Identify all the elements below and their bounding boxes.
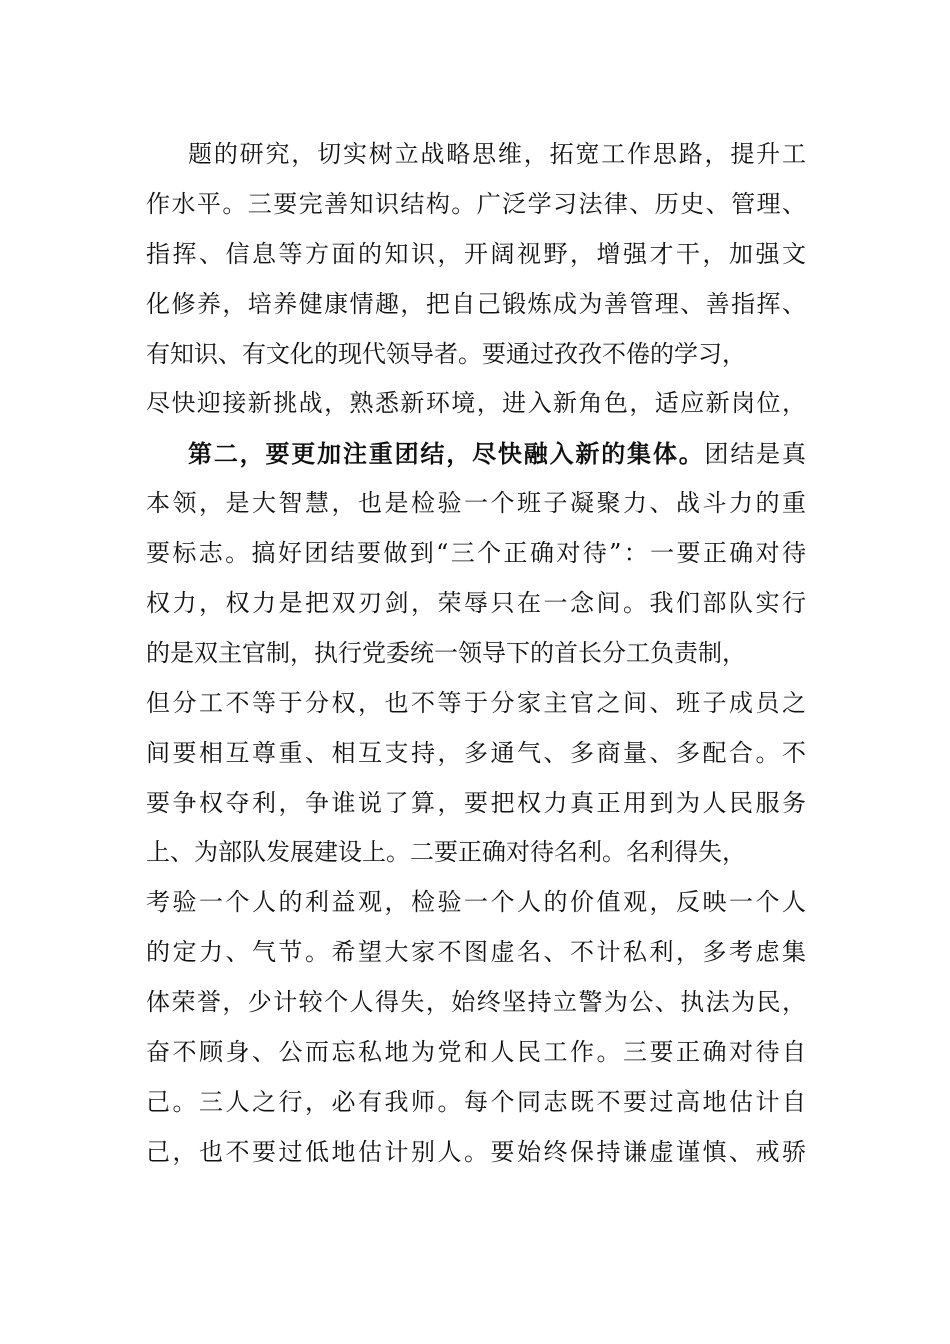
text-line: 但分工不等于分权，也不等于分家主官之间、班子成员之 (146, 688, 806, 717)
section-heading-rest: 团结是真 (704, 440, 807, 469)
text-line: 要标志。搞好团结要做到“三个正确对待”：一要正确对待 (146, 539, 806, 568)
text-line: 的是双主官制，执行党委统一领导下的首长分工负责制， (146, 638, 746, 667)
section-first-line (146, 429, 806, 479)
text-line: 要争权夺利，争谁说了算，要把权力真正用到为人民服务 (146, 788, 806, 817)
text-line: 的定力、气节。希望大家不图虚名、不计私利，多考虑集 (146, 938, 806, 967)
text-line: 作水平。三要完善知识结构。广泛学习法律、历史、管理、 (146, 189, 806, 218)
text-line: 己，也不要过低地估计别人。要始终保持谦虚谨慎、戒骄 (146, 1137, 806, 1166)
text-line: 间要相互尊重、相互支持，多通气、多商量、多配合。不 (146, 738, 806, 767)
body-text (146, 130, 806, 1178)
text-line: 权力，权力是把双刃剑，荣辱只在一念间。我们部队实行 (146, 589, 806, 618)
text-line: 有知识、有文化的现代领导者。要通过孜孜不倦的学习， (146, 339, 746, 368)
text-line: 指挥、信息等方面的知识，开阔视野，增强才干，加强文 (146, 239, 806, 268)
text-line: 己。三人之行，必有我师。每个同志既不要过高地估计自 (146, 1087, 806, 1116)
text-line: 上、为部队发展建设上。二要正确对待名利。名利得失， (146, 838, 746, 867)
section-heading: 第二，要更加注重团结，尽快融入新的集体。 (188, 439, 705, 469)
text-line: 奋不顾身、公而忘私地为党和人民工作。三要正确对待自 (146, 1038, 806, 1067)
text-line: 题的研究，切实树立战略思维，拓宽工作思路，提升工 (188, 140, 806, 168)
text-line: 考验一个人的利益观，检验一个人的价值观，反映一个人 (146, 888, 806, 917)
text-line: 本领，是大智慧，也是检验一个班子凝聚力、战斗力的重 (146, 489, 806, 518)
text-line: 体荣誉，少计较个人得失，始终坚持立警为公、执法为民， (146, 988, 806, 1017)
text-line: 化修养，培养健康情趣，把自己锻炼成为善管理、善指挥、 (146, 289, 806, 318)
text-line: 尽快迎接新挑战，熟悉新环境，进入新角色，适应新岗位， (146, 389, 806, 418)
